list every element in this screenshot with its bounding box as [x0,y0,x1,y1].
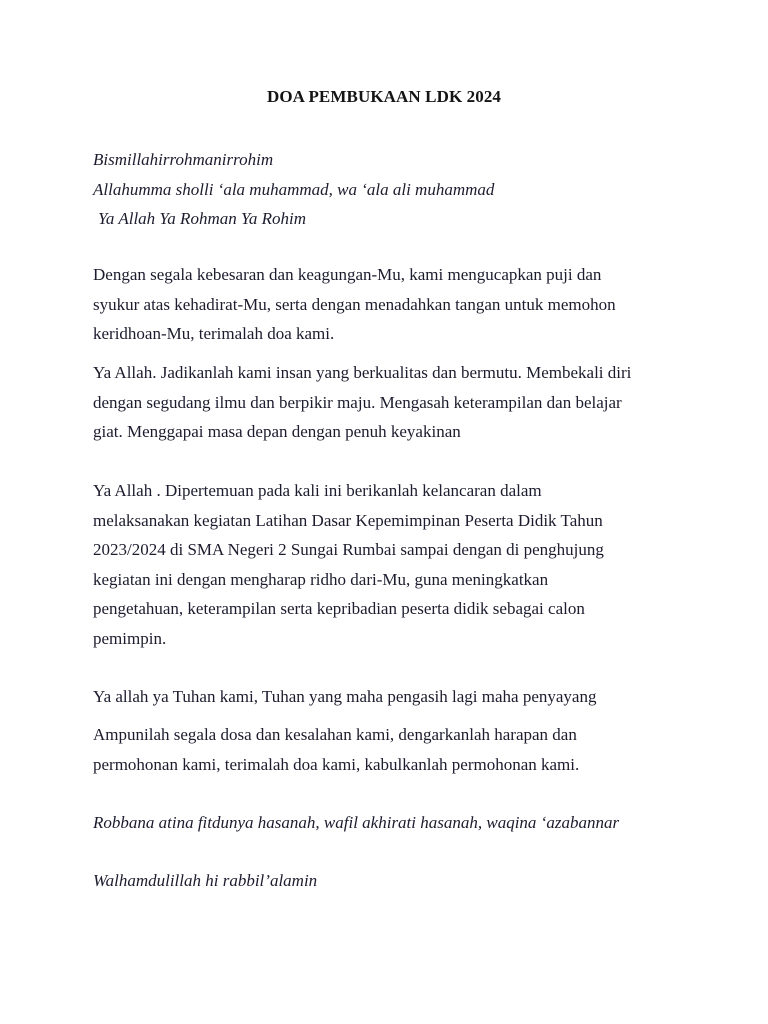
paragraph-line: Ya allah ya Tuhan kami, Tuhan yang maha pengasih lagi maha penyayang [93,687,597,706]
paragraph-praise [93,260,693,349]
closing-prayer [93,808,693,838]
paragraph-line: giat. Menggapai masa depan dengan penuh keyakinan [93,422,461,441]
paragraph-line: syukur atas kehadirat-Mu, serta dengan menadahkan tangan untuk memohon [93,294,616,314]
paragraph-line: 2023/2024 di SMA Negeri 2 Sungai Rumbai sampai dengan di penghujung [93,540,604,559]
paragraph-line: Ampunilah segala dosa dan kesalahan kami, dengarkanlah harapan dan [93,725,577,744]
document-title: DOA PEMBUKAAN LDK 2024 [266,87,502,106]
paragraph-invocation [93,682,693,712]
paragraph-line: Ya Allah . Dipertemuan pada kali ini berikanlah kelancaran dalam [93,481,542,500]
paragraph-line: Ya Allah. Jadikanlah kami insan yang berkualitas dan bermutu. Membekali diri [93,363,632,382]
opening-line: Bismillahirrohmanirrohim [93,150,274,169]
closing-text: Walhamdulillah hi rabbil’alamin [93,871,318,890]
opening-invocation [93,145,693,234]
paragraph-line: pengetahuan, keterampilan serta kepribadian peserta didik sebagai calon [93,599,585,618]
paragraph-line: kegiatan ini dengan mengharap ridho dari-Mu, guna meningkatkan [93,569,549,589]
closing-prayer-line: Robbana atina fitdunya hasanah, wafil akhirati hasanah, waqina ‘azabannar [93,813,620,832]
opening-line: Ya Allah Ya Rohman Ya Rohim [98,209,307,228]
paragraph-line: keridhoan-Mu, terimalah doa kami. [93,324,335,343]
paragraph-line: pemimpin. [93,628,167,648]
paragraph-event [93,476,693,653]
closing-line [93,866,693,896]
opening-line: Allahumma sholli ‘ala muhammad, wa ‘ala ali muhammad [93,179,495,199]
paragraph-forgiveness [93,720,693,779]
paragraph-line: Dengan segala kebesaran dan keagungan-Mu, kami mengucapkan puji dan [93,265,602,284]
paragraph-quality [93,358,693,447]
paragraph-line: dengan segudang ilmu dan berpikir maju. Mengasah keterampilan dan belajar [93,392,622,412]
paragraph-line: melaksanakan kegiatan Latihan Dasar Kepemimpinan Peserta Didik Tahun [93,510,603,530]
paragraph-line: permohonan kami, terimalah doa kami, kabulkanlah permohonan kami. [93,754,580,774]
